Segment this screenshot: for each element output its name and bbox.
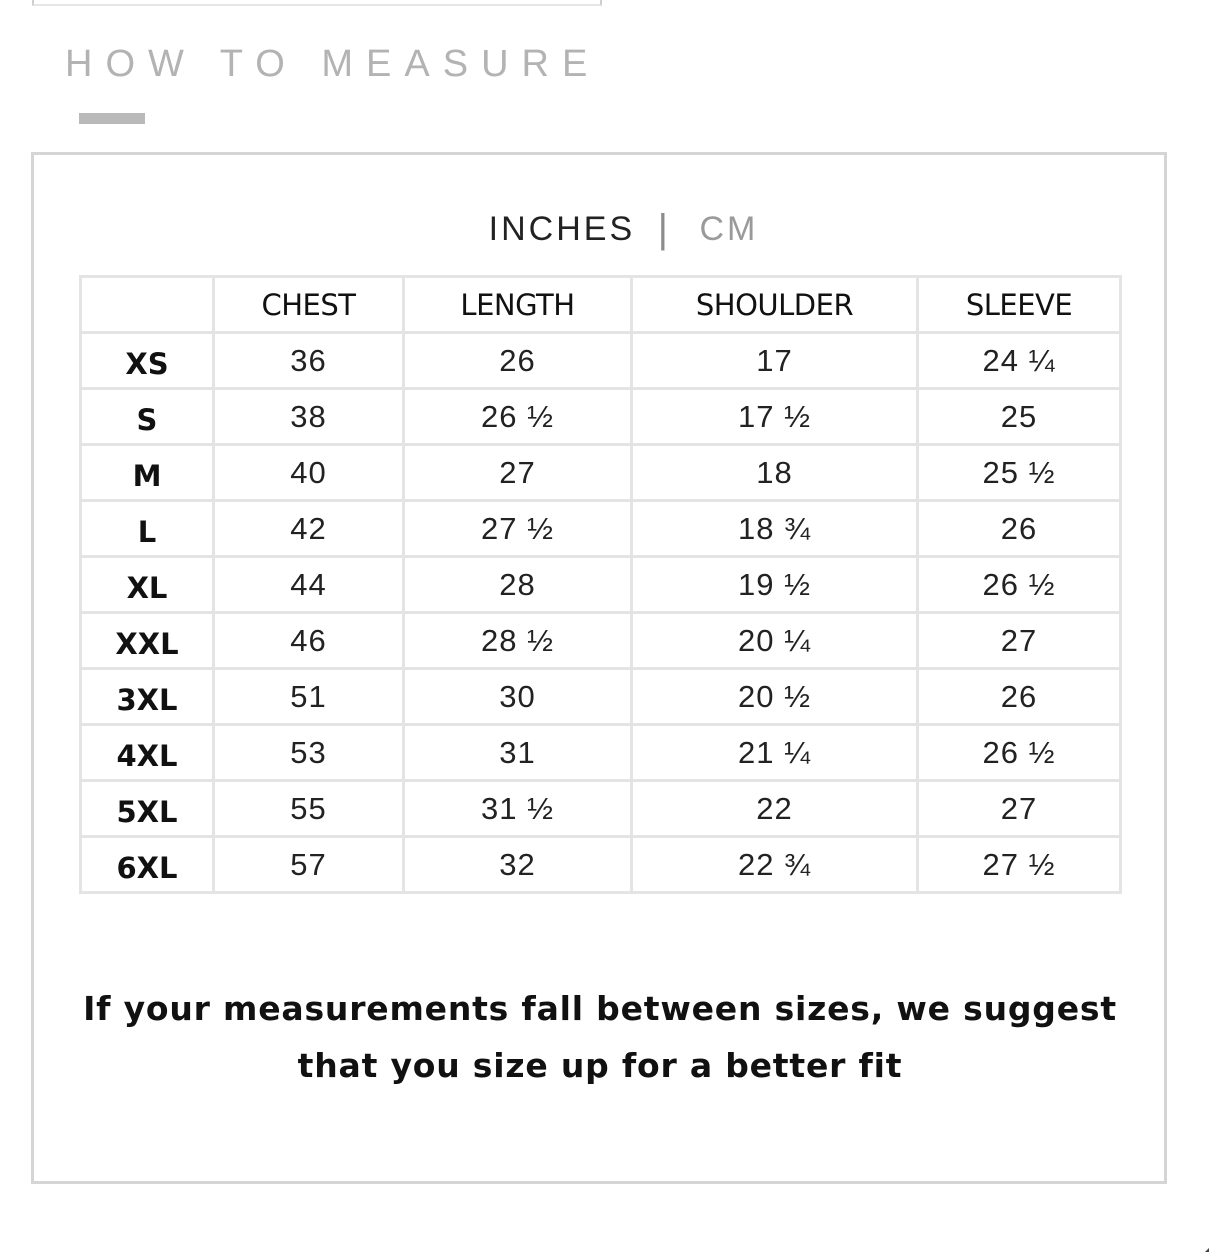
- unit-cm-option[interactable]: CM: [699, 210, 759, 248]
- size-label-cell: 3XL: [81, 669, 214, 725]
- size-label-cell: XXL: [81, 613, 214, 669]
- chest-cell: 46: [214, 613, 404, 669]
- length-cell: 31 ½: [404, 781, 632, 837]
- chest-cell: 42: [214, 501, 404, 557]
- table-body: [81, 333, 1121, 893]
- length-cell: 30: [404, 669, 632, 725]
- length-cell: 26: [404, 333, 632, 389]
- length-cell: 28 ½: [404, 613, 632, 669]
- size-label-cell: 5XL: [81, 781, 214, 837]
- table-header-row: [81, 277, 1121, 333]
- chest-cell: 51: [214, 669, 404, 725]
- size-label-cell: XS: [81, 333, 214, 389]
- top-tab-outline: [32, 0, 602, 6]
- header-cell-sleeve: SLEEVE: [918, 277, 1121, 333]
- chest-cell: 44: [214, 557, 404, 613]
- header-cell-size: [81, 277, 214, 333]
- sleeve-cell: 25 ½: [918, 445, 1121, 501]
- sleeve-cell: 27 ½: [918, 837, 1121, 893]
- table-row: [81, 557, 1121, 613]
- size-table: [79, 275, 1122, 894]
- shoulder-cell: 22: [632, 781, 918, 837]
- length-cell: 27 ½: [404, 501, 632, 557]
- title-underline: [79, 113, 145, 124]
- size-label-cell: S: [81, 389, 214, 445]
- header-cell-shoulder: SHOULDER: [632, 277, 918, 333]
- sleeve-cell: 25: [918, 389, 1121, 445]
- unit-separator: |: [657, 207, 671, 251]
- length-cell: 26 ½: [404, 389, 632, 445]
- table-row: [81, 669, 1121, 725]
- corner-mark: [1205, 1248, 1209, 1252]
- size-label-cell: 4XL: [81, 725, 214, 781]
- table-row: [81, 781, 1121, 837]
- size-label-cell: 6XL: [81, 837, 214, 893]
- sizing-footnote: If your measurements fall between sizes, we suggest that you size up for a better fit: [83, 989, 1117, 1085]
- size-label-cell: L: [81, 501, 214, 557]
- sleeve-cell: 26 ½: [918, 725, 1121, 781]
- chest-cell: 36: [214, 333, 404, 389]
- header-cell-chest: CHEST: [214, 277, 404, 333]
- length-cell: 27: [404, 445, 632, 501]
- table-row: [81, 445, 1121, 501]
- unit-inches-option[interactable]: INCHES: [488, 210, 636, 248]
- sleeve-cell: 24 ¼: [918, 333, 1121, 389]
- chest-cell: 40: [214, 445, 404, 501]
- header-cell-length: LENGTH: [404, 277, 632, 333]
- sleeve-cell: 26: [918, 669, 1121, 725]
- sleeve-cell: 26: [918, 501, 1121, 557]
- sleeve-cell: 27: [918, 613, 1121, 669]
- chest-cell: 57: [214, 837, 404, 893]
- shoulder-cell: 18: [632, 445, 918, 501]
- chest-cell: 55: [214, 781, 404, 837]
- size-label-cell: M: [81, 445, 214, 501]
- shoulder-cell: 20 ¼: [632, 613, 918, 669]
- shoulder-cell: 17: [632, 333, 918, 389]
- unit-toggle: [0, 205, 1211, 251]
- shoulder-cell: 21 ¼: [632, 725, 918, 781]
- chest-cell: 53: [214, 725, 404, 781]
- table-row: [81, 389, 1121, 445]
- shoulder-cell: 22 ¾: [632, 837, 918, 893]
- shoulder-cell: 17 ½: [632, 389, 918, 445]
- length-cell: 32: [404, 837, 632, 893]
- sleeve-cell: 27: [918, 781, 1121, 837]
- table-row: [81, 725, 1121, 781]
- table-row: [81, 613, 1121, 669]
- chest-cell: 38: [214, 389, 404, 445]
- size-label-cell: XL: [81, 557, 214, 613]
- shoulder-cell: 19 ½: [632, 557, 918, 613]
- shoulder-cell: 20 ½: [632, 669, 918, 725]
- table-row: [81, 837, 1121, 893]
- table-row: [81, 501, 1121, 557]
- shoulder-cell: 18 ¾: [632, 501, 918, 557]
- page-title: HOW TO MEASURE: [65, 43, 601, 85]
- length-cell: 31: [404, 725, 632, 781]
- sleeve-cell: 26 ½: [918, 557, 1121, 613]
- table-row: [81, 333, 1121, 389]
- length-cell: 28: [404, 557, 632, 613]
